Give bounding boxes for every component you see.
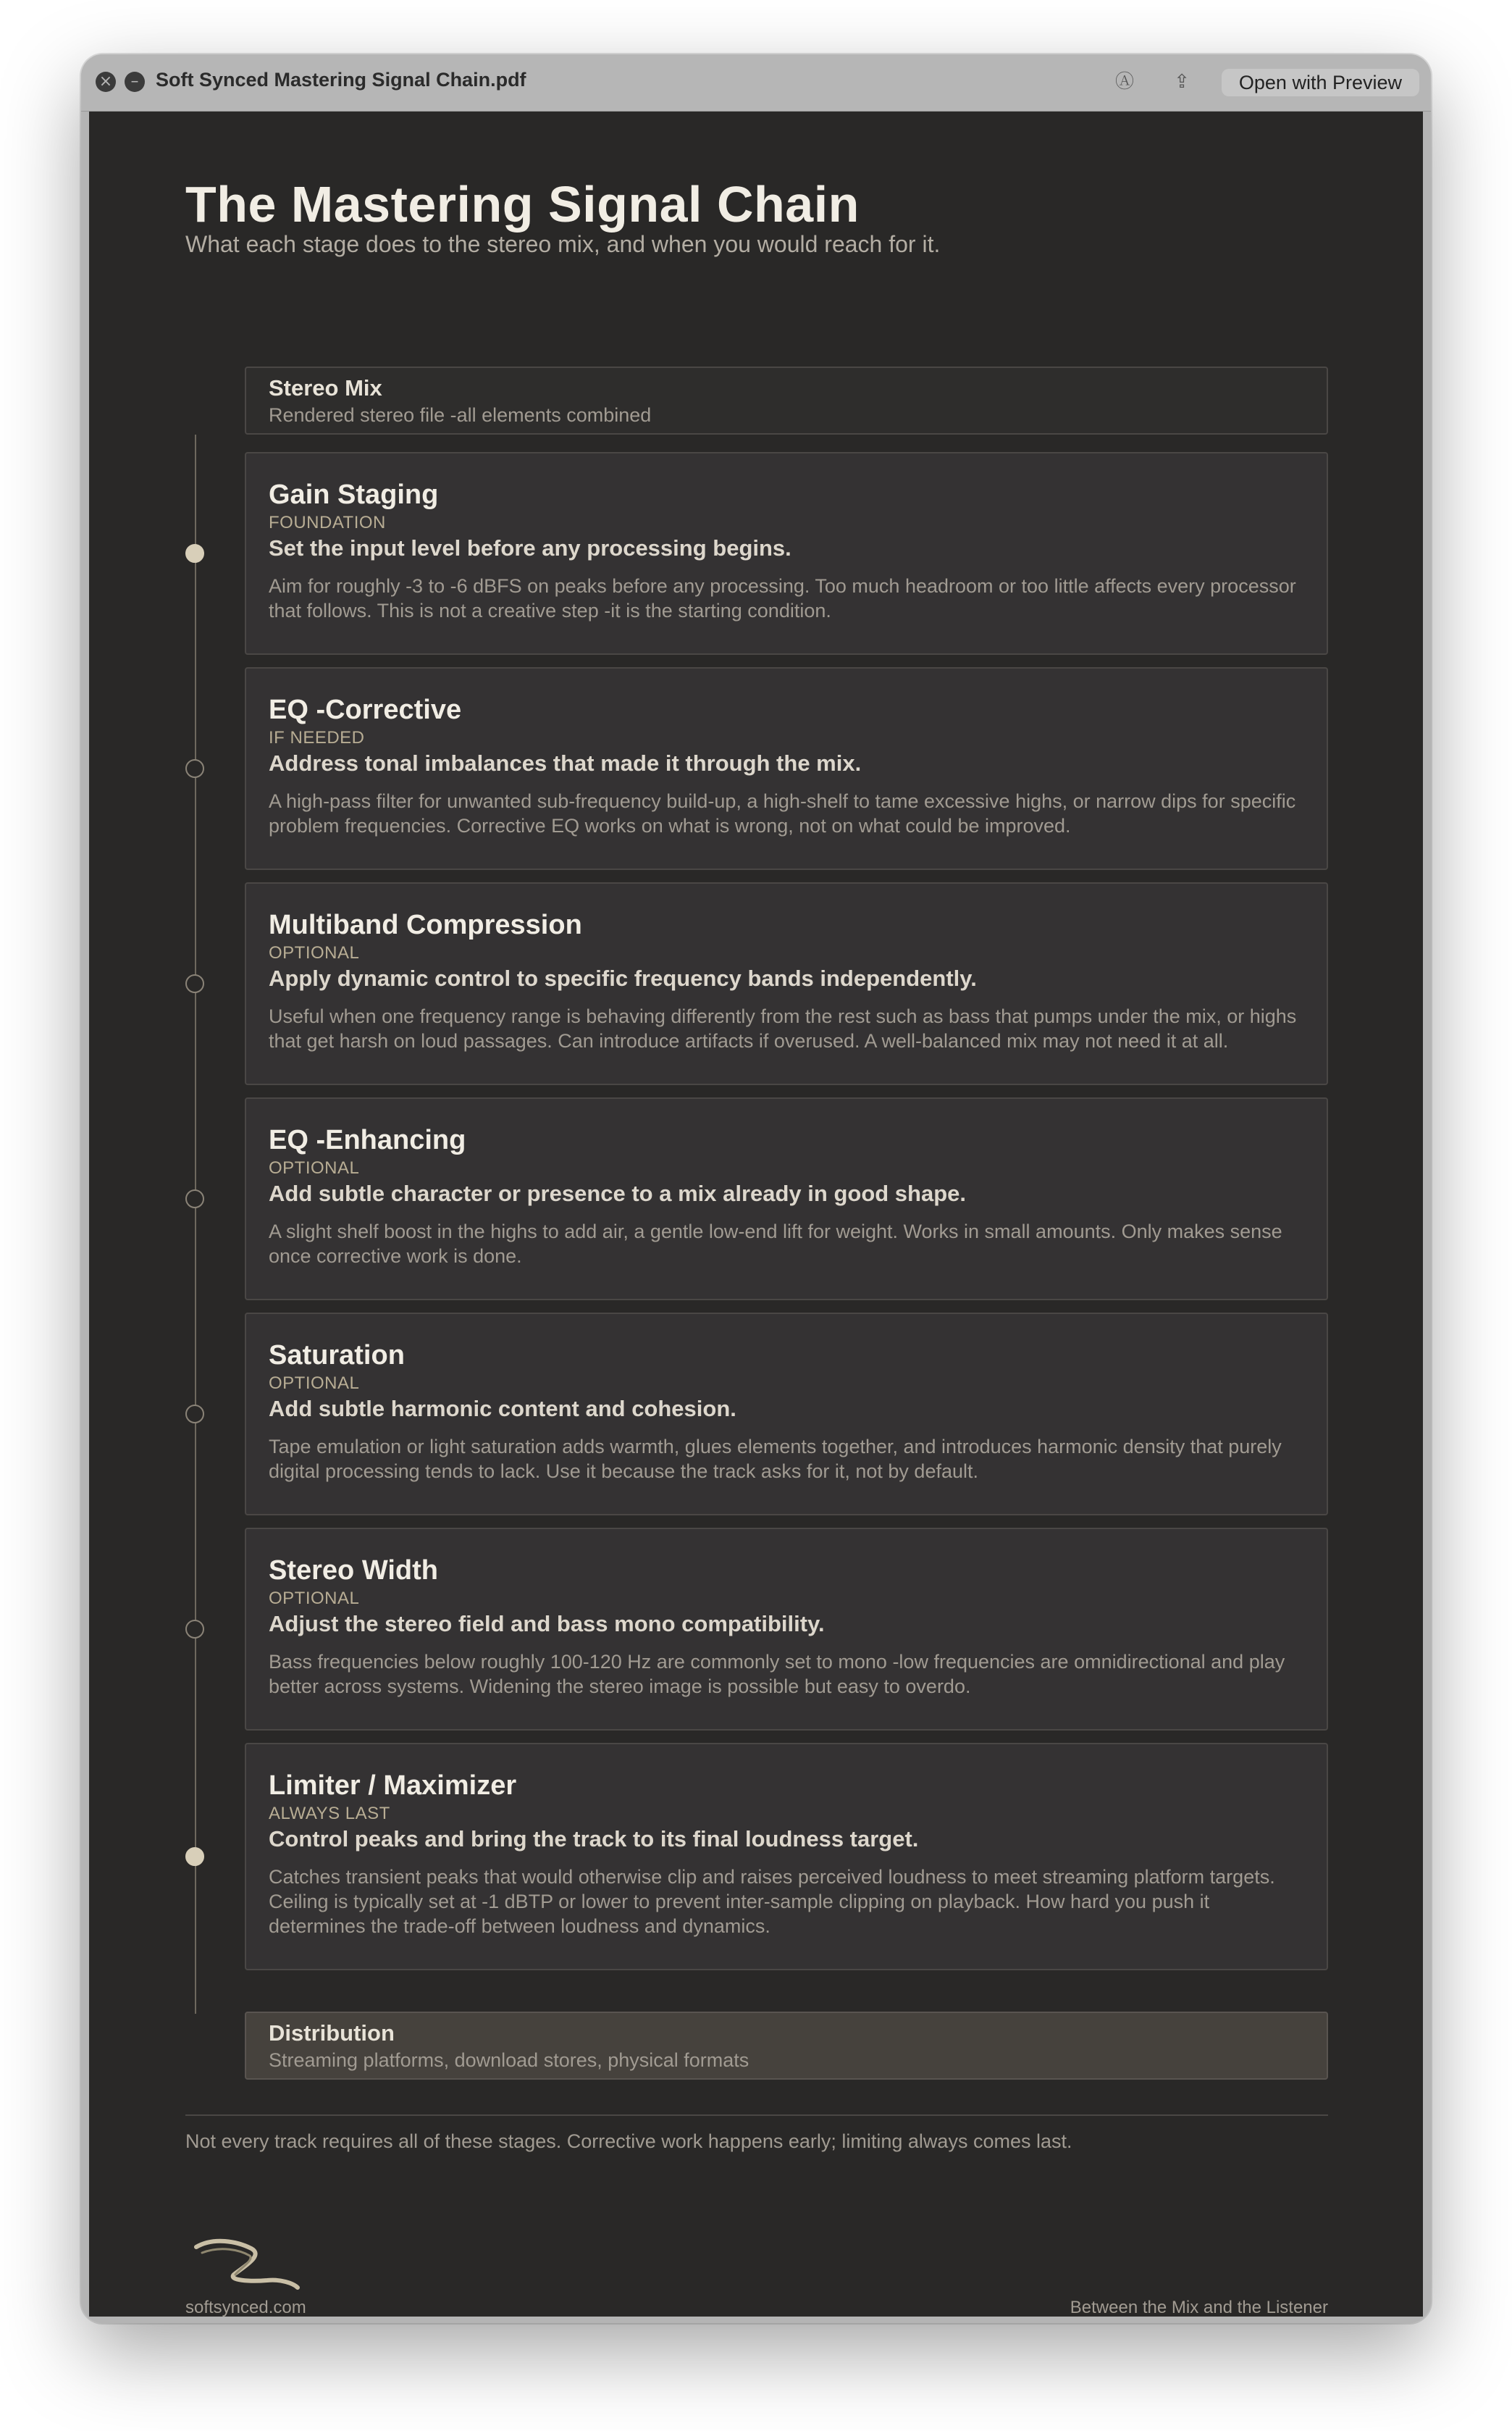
footer-divider [185, 2114, 1328, 2116]
stage-tag: OPTIONAL [269, 1589, 360, 1608]
stage-tag: OPTIONAL [269, 943, 360, 963]
stage-description: Tape emulation or light saturation adds warmth, glues elements together, and introduces harmonic density that purely digital processing tends to lack. Use it because the track asks for it, not by default. [269, 1436, 1282, 1482]
stage-name: EQ -Corrective [269, 695, 462, 725]
timeline-marker-hollow [185, 1189, 204, 1208]
timeline-marker-filled [185, 1847, 204, 1866]
end-stage-description: Streaming platforms, download stores, physical formats [269, 2049, 749, 2071]
stage-card-eq-corrective [245, 667, 1328, 870]
stage-card-multiband-compression [245, 882, 1328, 1085]
stage-name: Saturation [269, 1340, 405, 1371]
stage-lead: Address tonal imbalances that made it through the mix. [269, 750, 862, 776]
timeline-line [195, 435, 196, 2014]
start-stage-description: Rendered stereo file -all elements combined [269, 404, 652, 426]
share-icon[interactable]: ⇪ [1174, 71, 1190, 93]
site-url: softsynced.com [185, 2298, 306, 2317]
stage-card-limiter-maximizer [245, 1743, 1328, 1970]
footer-tagline: Between the Mix and the Listener [1070, 2298, 1328, 2317]
document-page [89, 112, 1423, 2317]
stage-name: Multiband Compression [269, 910, 582, 940]
stage-tag: FOUNDATION [269, 513, 386, 532]
markup-icon[interactable]: Ⓐ [1114, 71, 1134, 93]
timeline-marker-hollow [185, 974, 204, 993]
stage-description: Useful when one frequency range is behaving differently from the rest such as bass that pumps under the mix, or highs that get harsh on loud passages. Can introduce artifacts if overused. A well-balanced mix may not need it at all. [269, 1005, 1297, 1052]
timeline-marker-hollow [185, 1620, 204, 1639]
squiggle-logo-icon [192, 2234, 301, 2292]
stage-tag: IF NEEDED [269, 728, 365, 748]
timeline-marker-hollow [185, 1405, 204, 1423]
pdf-viewer-window [81, 54, 1431, 2323]
timeline-marker-hollow [185, 759, 204, 778]
stage-description: Aim for roughly -3 to -6 dBFS on peaks before any processing. Too much headroom or too little affects every processor that follows. This is not a creative step -it is the starting condition. [269, 575, 1296, 622]
stage-description: Bass frequencies below roughly 100-120 Hz are commonly set to mono -low frequencies are omnidirectional and play better across systems. Widening the stereo image is possible but easy to overdo. [269, 1651, 1285, 1697]
stage-card-gain-staging [245, 452, 1328, 655]
stage-lead: Add subtle character or presence to a mix already in good shape. [269, 1181, 967, 1206]
stage-name: EQ -Enhancing [269, 1125, 466, 1155]
window-title: Soft Synced Mastering Signal Chain.pdf [156, 69, 526, 91]
stage-card-stereo-width [245, 1528, 1328, 1731]
start-stage-card [245, 367, 1328, 435]
page-title: The Mastering Signal Chain [185, 176, 860, 233]
open-with-preview-button[interactable]: Open with Preview [1222, 69, 1419, 96]
title-bar [81, 54, 1431, 112]
end-stage-name: Distribution [269, 2020, 395, 2046]
page-subtitle: What each stage does to the stereo mix, and when you would reach for it. [185, 231, 941, 257]
stage-tag: OPTIONAL [269, 1158, 360, 1178]
stage-name: Limiter / Maximizer [269, 1770, 517, 1801]
stage-name: Gain Staging [269, 480, 439, 510]
stage-card-saturation [245, 1313, 1328, 1515]
stage-lead: Adjust the stereo field and bass mono compatibility. [269, 1611, 825, 1636]
stage-description: Catches transient peaks that would otherwise clip and raises perceived loudness to meet streaming platform targets. Ceiling is typically set at -1 dBTP or lower to prevent inter-sample clipping on playback. How hard you push it determines the trade-off between loudness and dynamics. [269, 1866, 1275, 1937]
footnote: Not every track requires all of these stages. Corrective work happens early; limiting always comes last. [185, 2130, 1072, 2152]
stage-description: A high-pass filter for unwanted sub-frequency build-up, a high-shelf to tame excessive highs, or narrow dips for specific problem frequencies. Corrective EQ works on what is wrong, not on what could be improved. [269, 790, 1296, 837]
stage-tag: OPTIONAL [269, 1373, 360, 1393]
end-stage-card [245, 2012, 1328, 2080]
stage-tag: ALWAYS LAST [269, 1804, 390, 1823]
close-icon[interactable]: × [96, 72, 116, 92]
stage-lead: Apply dynamic control to specific frequency bands independently. [269, 966, 977, 991]
stage-description: A slight shelf boost in the highs to add air, a gentle low-end lift for weight. Works in small amounts. Only makes sense once corrective work is done. [269, 1221, 1282, 1267]
minimize-icon[interactable]: – [125, 72, 145, 92]
stage-lead: Add subtle harmonic content and cohesion. [269, 1396, 736, 1421]
stage-card-eq-enhancing [245, 1097, 1328, 1300]
start-stage-name: Stereo Mix [269, 375, 382, 401]
stage-name: Stereo Width [269, 1555, 438, 1586]
stage-lead: Control peaks and bring the track to its final loudness target. [269, 1826, 919, 1852]
timeline-marker-filled [185, 544, 204, 563]
stage-lead: Set the input level before any processing begins. [269, 535, 791, 561]
